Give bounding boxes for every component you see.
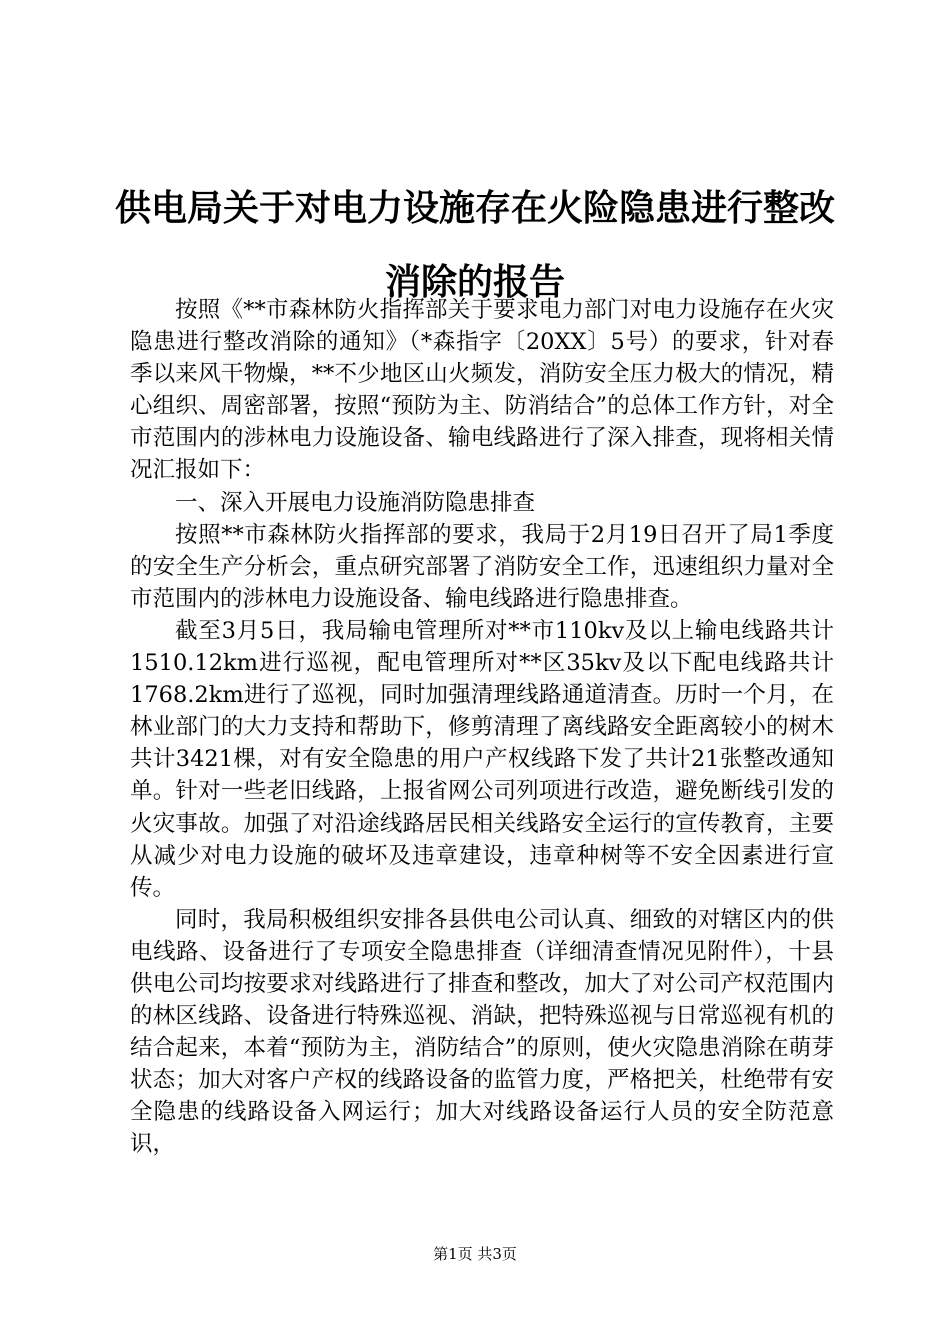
body-paragraph: 截至3月5日，我局输电管理所对**市110kv及以上输电线路共计1510.12km进行巡视，配电管理所对**区35kv及以下配电线路共计1768.2km进行了巡视，同时加强清理线路通道清查。历时一个月，在林业部门的大力支持和帮助下，修剪清理了离线路安全距离较小的树木共计3421棵，对有安全隐患的用户产权线路下发了共计21张整改通知单。针对一些老旧线路，上报省网公司列项进行改造，避免断线引发的火灾事故。加强了对沿途线路居民相关线路安全运行的宣传教育，主要从减少对电力设施的破坏及违章建设，违章种树等不安全因素进行宣传。 — [130, 617, 834, 901]
page-number-footer: 第1页 共3页 — [433, 1245, 517, 1263]
body-paragraph: 按照**市森林防火指挥部的要求，我局于2月19日召开了局1季度的安全生产分析会，重点研究部署了消防安全工作，迅速组织力量对全市范围内的涉林电力设施设备、输电线路进行隐患排查。 — [130, 521, 834, 612]
document-body — [130, 294, 834, 1161]
body-paragraph: 同时，我局积极组织安排各县供电公司认真、细致的对辖区内的供电线路、设备进行了专项安全隐患排查（详细清查情况见附件），十县供电公司均按要求对线路进行了排查和整改，加大了对公司产权范围内的林区线路、设备进行特殊巡视、消缺，把特殊巡视与日常巡视有机的结合起来，本着“预防为主，消防结合”的原则，使火灾隐患消除在萌芽状态；加大对客户产权的线路设备的监管力度，严格把关，杜绝带有安全隐患的线路设备入网运行；加大对线路设备运行人员的安全防范意识， — [130, 906, 834, 1158]
section-heading: 一、深入开展电力设施消防隐患排查 — [175, 489, 536, 516]
intro-paragraph: 按照《**市森林防火指挥部关于要求电力部门对电力设施存在火灾隐患进行整改消除的通知》（*森指字〔20XX〕5号）的要求，针对春季以来风干物燥，**不少地区山火频发，消防安全压力极大的情况，精心组织、周密部署，按照“预防为主、防消结合”的总体工作方针，对全市范围内的涉林电力设施设备、输电线路进行了深入排查，现将相关情况汇报如下： — [130, 297, 834, 484]
document-title: 供电局关于对电力设施存在火险隐患进行整改消除的报告 — [114, 188, 835, 303]
